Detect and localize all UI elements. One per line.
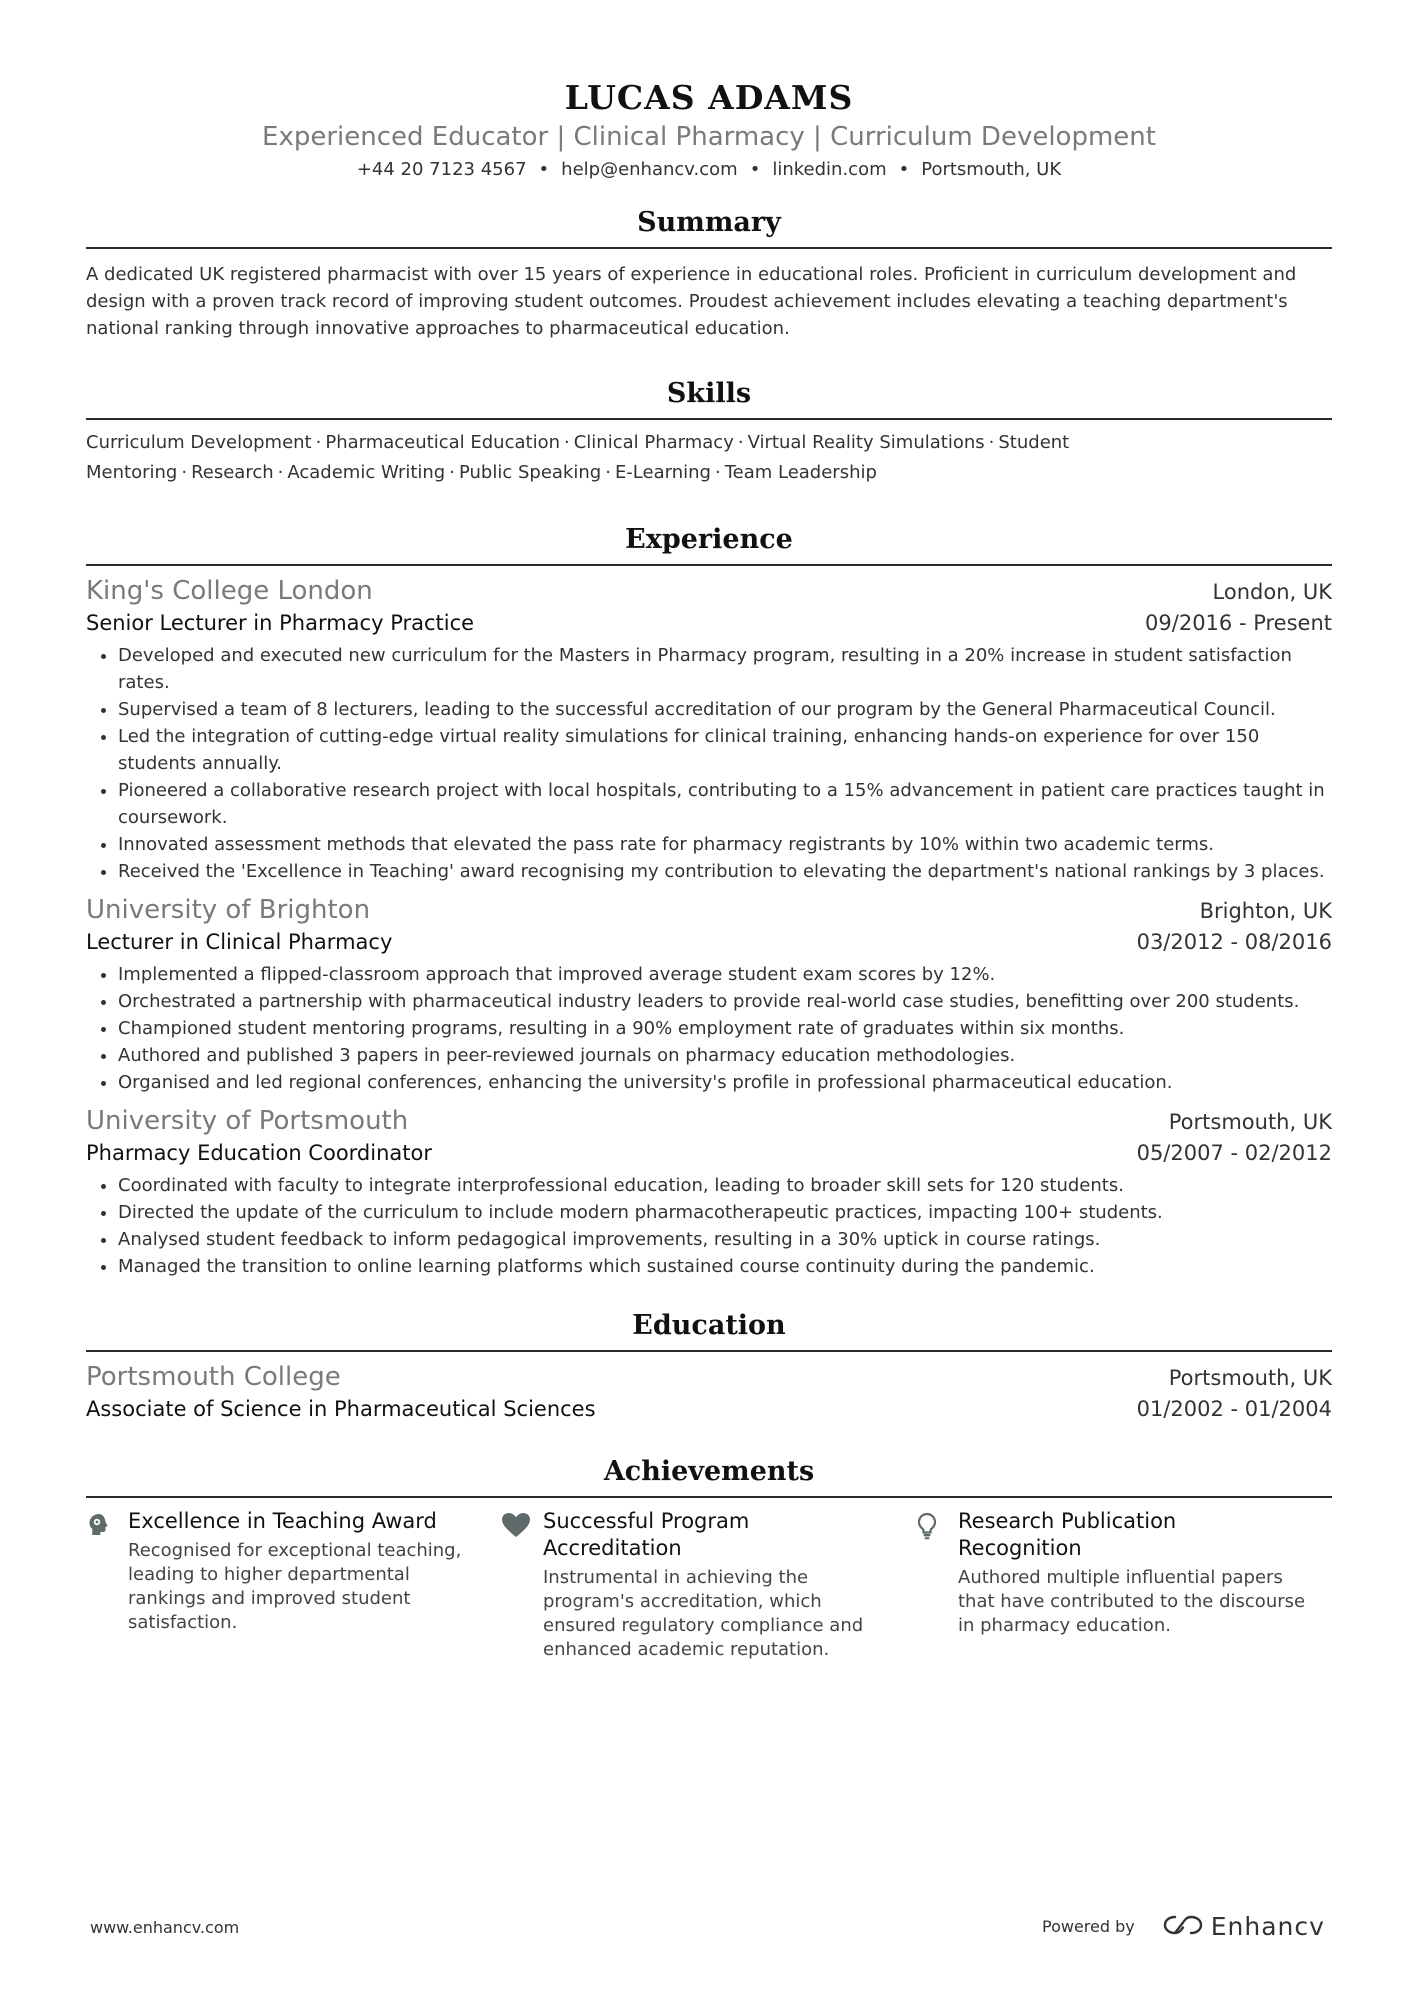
skill-item: Research — [191, 462, 274, 483]
footer-branding — [1042, 1912, 1325, 1941]
school-name: Portsmouth College — [86, 1362, 341, 1392]
skill-item: E-Learning — [614, 462, 711, 483]
job-bullet: • Analysed student feedback to inform pedagogical improvements, resulting in a 30% uptick in course ratings. — [118, 1226, 1332, 1253]
job-bullet: • Organised and led regional conferences, enhancing the university's profile in professional pharmaceutical education. — [118, 1069, 1332, 1096]
experience-list — [86, 574, 1332, 1280]
job-title: Lecturer in Clinical Pharmacy — [86, 930, 393, 954]
candidate-name: LUCAS ADAMS — [564, 78, 854, 117]
lightbulb-icon — [916, 1508, 958, 1662]
achievement-title: Research Publication Recognition — [958, 1509, 1177, 1560]
job-bullet: • Directed the update of the curriculum to include modern pharmacotherapeutic practices, impacting 100+ students. — [118, 1199, 1332, 1226]
separator-dot: • — [898, 159, 910, 180]
achievement-item — [916, 1508, 1331, 1662]
skills-heading: Skills — [86, 376, 1332, 420]
achievements-heading: Achievements — [86, 1454, 1332, 1498]
education-heading: Education — [86, 1308, 1332, 1352]
skill-item: Student Mentoring — [86, 432, 1070, 483]
job-bullets — [86, 961, 1332, 1096]
job-entry — [86, 893, 1332, 1096]
job-location: London, UK — [1212, 580, 1332, 604]
email-link[interactable]: help@enhancv.com — [561, 159, 738, 180]
job-bullet: • Developed and executed new curriculum for the Masters in Pharmacy program, resulting in a 20% increase in student satisfaction rates. — [118, 642, 1332, 696]
achievement-description: Instrumental in achieving the program's accreditation, which ensured regulatory compliance and enhanced academic reputation. — [543, 1567, 864, 1660]
job-bullet: • Led the integration of cutting-edge virtual reality simulations for clinical training, enhancing hands-on experience for over 150 students annually. — [118, 723, 1332, 777]
skill-item: Academic Writing — [287, 462, 446, 483]
skill-separator: · — [564, 432, 570, 453]
achievement-item — [501, 1508, 916, 1662]
education-entry — [86, 1360, 1332, 1424]
achievement-title: Excellence in Teaching Award — [128, 1509, 437, 1533]
company-name: University of Portsmouth — [86, 1106, 409, 1136]
job-bullet: • Supervised a team of 8 lecturers, leading to the successful accreditation of our program by the General Pharmaceutical Council. — [118, 696, 1332, 723]
skill-item: Clinical Pharmacy — [573, 432, 734, 453]
skill-separator: · — [449, 462, 455, 483]
candidate-tagline: Experienced Educator | Clinical Pharmacy | Curriculum Development — [262, 122, 1156, 152]
skill-separator: · — [988, 432, 995, 453]
summary-text: A dedicated UK registered pharmacist with over 15 years of experience in educational roles. Proficient in curriculum development and design with a proven track record of improving student outcomes. Proudest achievement includes elevating a teaching department's national ranking through innovative approaches to pharmaceutical education. — [86, 264, 1297, 339]
job-bullet: • Coordinated with faculty to integrate interprofessional education, leading to broader skill sets for 120 students. — [118, 1172, 1332, 1199]
separator-dot: • — [749, 159, 761, 180]
job-bullet: • Championed student mentoring programs, resulting in a 90% employment rate of graduates within six months. — [118, 1015, 1332, 1042]
skill-item: Curriculum Development — [86, 432, 312, 453]
job-dates: 05/2007 - 02/2012 — [1136, 1141, 1332, 1165]
achievement-description: Authored multiple influential papers that have contributed to the discourse in pharmacy education. — [958, 1567, 1306, 1636]
summary-heading: Summary — [86, 205, 1332, 249]
separator-dot: • — [538, 159, 550, 180]
footer-website[interactable]: www.enhancv.com — [90, 1918, 240, 1937]
job-location: Portsmouth, UK — [1168, 1110, 1332, 1134]
experience-heading: Experience — [86, 522, 1332, 566]
enhancv-logo-icon — [1161, 1913, 1205, 1941]
degree-name: Associate of Science in Pharmaceutical Sciences — [86, 1397, 596, 1421]
achievements-list — [86, 1508, 1332, 1662]
heart-icon — [501, 1508, 543, 1662]
location-text: Portsmouth, UK — [921, 159, 1062, 180]
job-bullets — [86, 1172, 1332, 1280]
head-icon — [86, 1508, 128, 1662]
job-bullet: • Implemented a flipped-classroom approach that improved average student exam scores by 12%. — [118, 961, 1332, 988]
school-location: Portsmouth, UK — [1168, 1366, 1332, 1390]
skill-item: Team Leadership — [724, 462, 877, 483]
job-dates: 03/2012 - 08/2016 — [1136, 930, 1332, 954]
skill-separator: · — [315, 432, 322, 453]
skills-list — [86, 428, 1332, 488]
job-dates: 09/2016 - Present — [1145, 611, 1332, 635]
skill-separator: · — [277, 462, 284, 483]
job-title: Senior Lecturer in Pharmacy Practice — [86, 611, 475, 635]
job-entry — [86, 574, 1332, 885]
skill-separator: · — [714, 462, 721, 483]
contact-line — [86, 158, 1332, 182]
job-bullets — [86, 642, 1332, 885]
skill-separator: · — [737, 432, 744, 453]
skill-item: Virtual Reality Simulations — [747, 432, 985, 453]
job-bullet: • Pioneered a collaborative research project with local hospitals, contributing to a 15% advancement in patient care practices taught in coursework. — [118, 777, 1332, 831]
job-bullet: • Managed the transition to online learning platforms which sustained course continuity during the pandemic. — [118, 1253, 1332, 1280]
job-entry — [86, 1104, 1332, 1280]
powered-by-label: Powered by — [1042, 1917, 1135, 1936]
brand-name: Enhancv — [1210, 1912, 1325, 1941]
job-title: Pharmacy Education Coordinator — [86, 1141, 432, 1165]
job-bullet: • Received the 'Excellence in Teaching' award recognising my contribution to elevating the department's national rankings by 3 places. — [118, 858, 1332, 885]
resume-header — [86, 78, 1332, 182]
resume-page — [86, 0, 1332, 1662]
job-bullet: • Innovated assessment methods that elevated the pass rate for pharmacy registrants by 10% within two academic terms. — [118, 831, 1332, 858]
achievement-title: Successful Program Accreditation — [543, 1509, 750, 1560]
skill-item: Pharmaceutical Education — [325, 432, 560, 453]
phone-number: +44 20 7123 4567 — [356, 159, 527, 180]
skill-separator: · — [605, 462, 611, 483]
skill-item: Public Speaking — [458, 462, 602, 483]
achievement-description: Recognised for exceptional teaching, leading to higher departmental rankings and improved student satisfaction. — [128, 1540, 462, 1633]
job-location: Brighton, UK — [1199, 899, 1332, 923]
skill-separator: · — [181, 462, 188, 483]
education-dates: 01/2002 - 01/2004 — [1136, 1397, 1332, 1421]
job-bullet: • Orchestrated a partnership with pharmaceutical industry leaders to provide real-world case studies, benefitting over 200 students. — [118, 988, 1332, 1015]
company-name: University of Brighton — [86, 895, 371, 925]
linkedin-link[interactable]: linkedin.com — [772, 159, 887, 180]
job-bullet: • Authored and published 3 papers in peer-reviewed journals on pharmacy education methodologies. — [118, 1042, 1332, 1069]
achievement-item — [86, 1508, 501, 1662]
company-name: King's College London — [86, 576, 373, 606]
